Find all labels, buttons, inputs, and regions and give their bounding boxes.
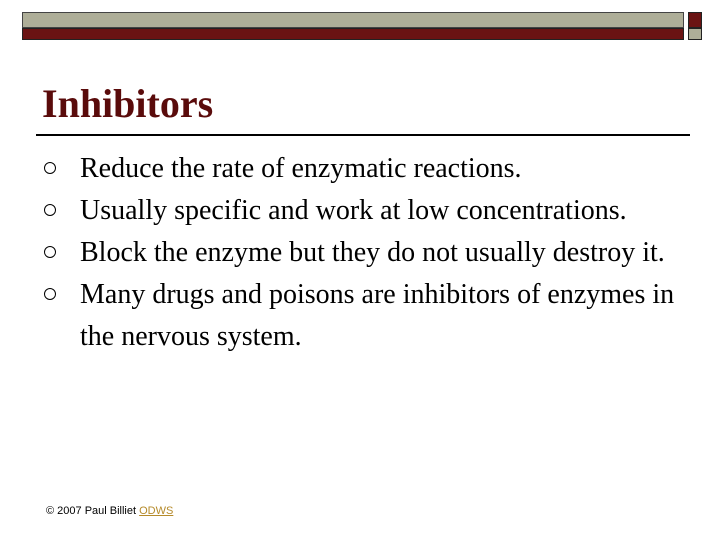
hollow-circle-bullet-icon bbox=[44, 246, 56, 258]
hollow-circle-bullet-icon bbox=[44, 288, 56, 300]
header-corner-box-bottom bbox=[688, 28, 702, 40]
bullet-text: Block the enzyme but they do not usually destroy it. bbox=[80, 237, 665, 268]
bullet-item bbox=[40, 190, 680, 232]
title-divider bbox=[36, 134, 690, 136]
footer bbox=[46, 505, 173, 517]
hollow-circle-bullet-icon bbox=[44, 204, 56, 216]
footer-copyright: © 2007 Paul Billiet bbox=[46, 505, 137, 517]
footer-link-odws[interactable]: ODWS bbox=[139, 505, 174, 517]
header-band-dark bbox=[22, 28, 684, 40]
header-corner-box-top bbox=[688, 12, 702, 28]
bullet-text: Many drugs and poisons are inhibitors of enzymes in the nervous system. bbox=[80, 279, 675, 352]
bullet-list bbox=[40, 148, 680, 358]
bullet-text: Usually specific and work at low concentrations. bbox=[80, 195, 627, 226]
bullet-item bbox=[40, 274, 680, 358]
slide-title: Inhibitors bbox=[42, 81, 214, 126]
bullet-item bbox=[40, 148, 680, 190]
header-band-light bbox=[22, 12, 684, 28]
bullet-text: Reduce the rate of enzymatic reactions. bbox=[80, 153, 522, 184]
hollow-circle-bullet-icon bbox=[44, 162, 56, 174]
bullet-item bbox=[40, 232, 680, 274]
